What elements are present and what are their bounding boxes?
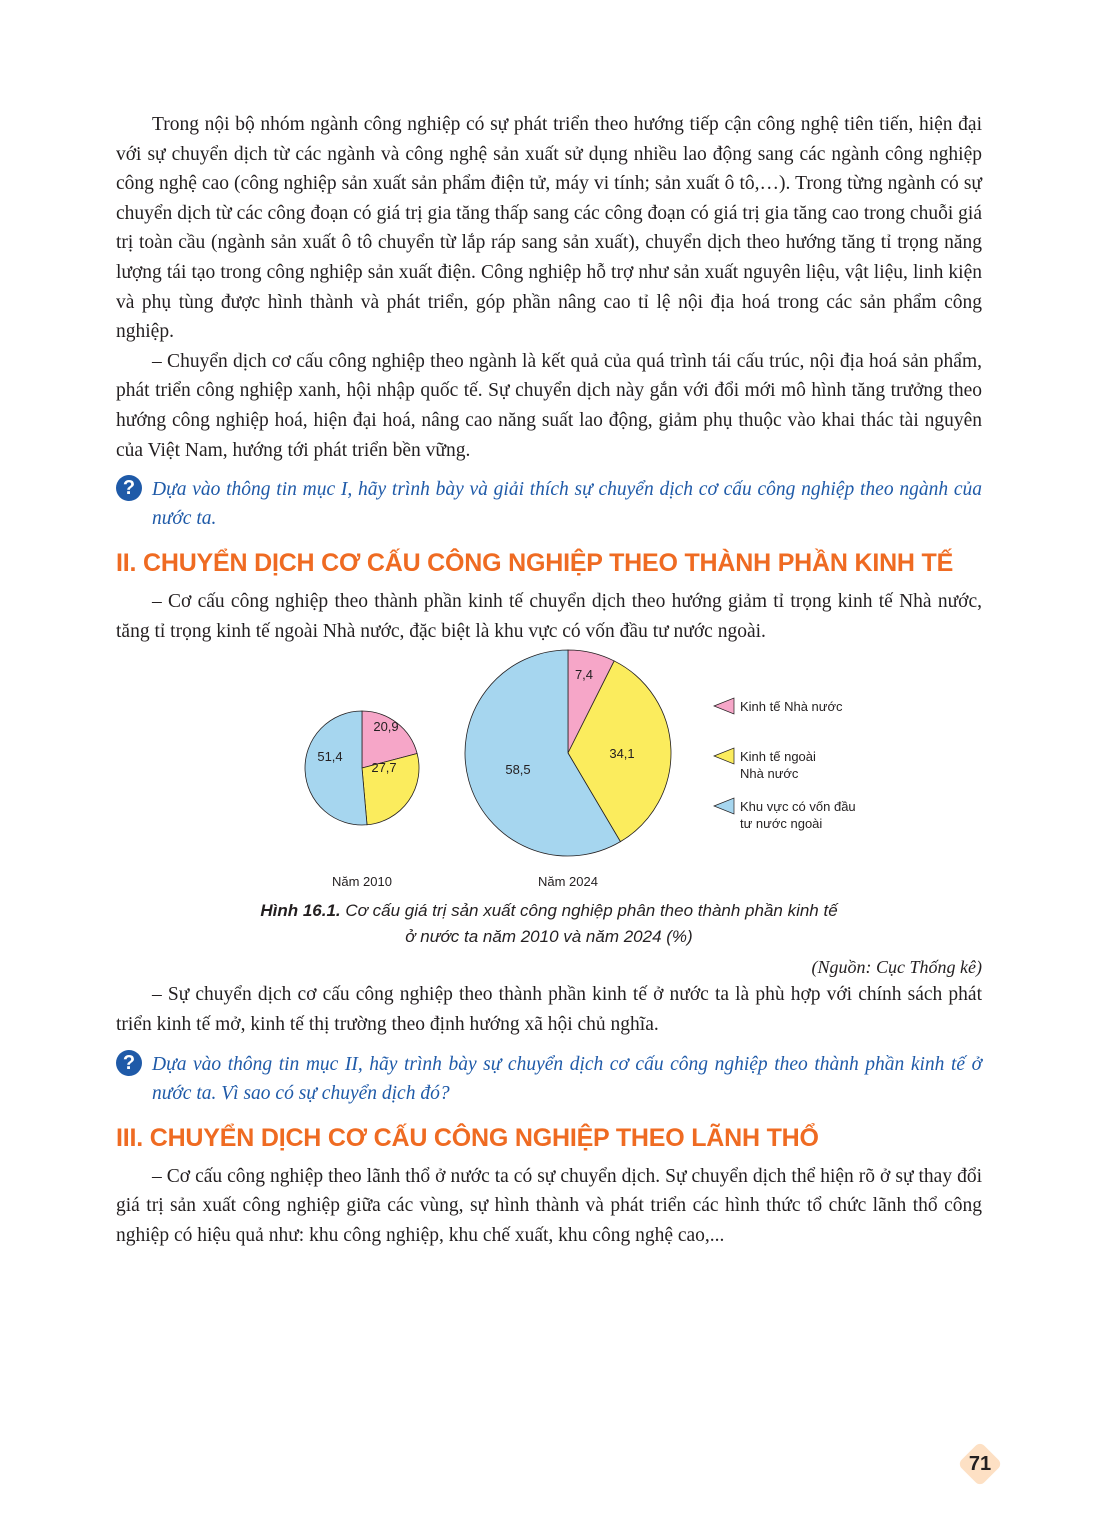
question-block-2: [116, 1050, 982, 1108]
pie-0-value-label-1: 27,7: [371, 760, 397, 776]
figure-caption-line1: Cơ cấu giá trị sản xuất công nghiệp phân theo thành phần kinh tế: [340, 901, 838, 921]
legend-marker-1: [714, 748, 734, 764]
pie-0-value-label-0: 20,9: [373, 719, 399, 735]
section-2-paragraph-2: – Sự chuyển dịch cơ cấu công nghiệp theo thành phần kinh tế ở nước ta là phù hợp với chính sách phát triển kinh tế mở, kinh tế thị trường theo định hướng xã hội chủ nghĩa.: [116, 984, 982, 1035]
pie-0-slice-2: [305, 711, 367, 825]
legend-marker-2: [714, 798, 734, 814]
pie-1-year-label: Năm 2024: [538, 874, 598, 890]
figure-caption-line2: ở nước ta năm 2010 và năm 2024 (%): [405, 927, 693, 947]
section-3-heading: III. CHUYỂN DỊCH CƠ CẤU CÔNG NGHIỆP THEO LÃNH THỔ: [116, 1123, 819, 1152]
pie-chart-figure: [116, 648, 982, 1008]
section-2-heading: II. CHUYỂN DỊCH CƠ CẤU CÔNG NGHIỆP THEO THÀNH PHẦN KINH TẾ: [116, 549, 954, 578]
question-text-1: Dựa vào thông tin mục I, hãy trình bày và giải thích sự chuyển dịch cơ cấu công nghiệp theo ngành của nước ta.: [152, 479, 982, 530]
pie-1-value-label-2: 58,5: [505, 762, 531, 778]
page-number-badge: [960, 1444, 1000, 1484]
legend-marker-0: [714, 698, 734, 714]
legend-label-1-0: Kinh tế ngoài: [740, 749, 816, 765]
legend-label-0-0: Kinh tế Nhà nước: [740, 699, 843, 715]
pie-0-value-label-2: 51,4: [317, 749, 343, 765]
legend-label-2-1: tư nước ngoài: [740, 816, 823, 832]
pie-1-value-label-1: 34,1: [609, 746, 635, 762]
question-mark-icon: ?: [116, 475, 142, 501]
pie-0-year-label: Năm 2010: [332, 874, 392, 890]
question-text-2: Dựa vào thông tin mục II, hãy trình bày sự chuyển dịch cơ cấu công nghiệp theo thành phần kinh tế ở nước ta. Vì sao có sự chuyển dịch đó?: [152, 1053, 982, 1104]
question-mark-icon: ?: [116, 1050, 142, 1076]
figure-caption-label: Hình 16.1.: [260, 901, 341, 921]
pie-1-value-label-0: 7,4: [574, 667, 594, 683]
question-block-1: [116, 475, 982, 533]
paragraph-2: – Chuyển dịch cơ cấu công nghiệp theo ngành là kết quả của quá trình tái cấu trúc, nội địa hoá sản phẩm, phát triển công nghiệp xanh, hội nhập quốc tế. Sự chuyển dịch này gắn với đổi mới mô hình tăng trưởng theo hướng công nghiệp hoá, hiện đại hoá, nâng cao năng suất lao động, giảm phụ thuộc vào khai thác tài nguyên của Việt Nam, hướng tới phát triển bền vững.: [116, 350, 982, 461]
figure-source: (Nguồn: Cục Thống kê): [811, 957, 982, 978]
legend-label-2-0: Khu vực có vốn đầu: [740, 799, 856, 815]
page-content: [116, 110, 982, 1250]
section-2-paragraph-1: – Cơ cấu công nghiệp theo thành phần kinh tế chuyển dịch theo hướng giảm tỉ trọng kinh tế Nhà nước, tăng tỉ trọng kinh tế ngoài Nhà nước, đặc biệt là khu vực có vốn đầu tư nước ngoài.: [116, 591, 982, 642]
page-number: 71: [968, 1453, 992, 1475]
pie-chart-svg: [116, 648, 982, 898]
section-3-paragraph-1: – Cơ cấu công nghiệp theo lãnh thổ ở nước ta có sự chuyển dịch. Sự chuyển dịch thể hiện rõ ở sự thay đổi giá trị sản xuất công nghiệp giữa các vùng, sự hình thành và phát triển các hình thức tổ chức lãnh thổ công nghiệp có hiệu quả như: khu công nghiệp, khu chế xuất, khu công nghệ cao,...: [116, 1165, 982, 1246]
legend-label-1-1: Nhà nước: [740, 766, 799, 782]
paragraph-1: Trong nội bộ nhóm ngành công nghiệp có sự phát triển theo hướng tiếp cận công nghệ tiên tiến, hiện đại với sự chuyển dịch từ các ngành và công nghệ sản xuất sử dụng nhiều lao động sang các ngành công nghiệp công nghệ cao (công nghiệp sản xuất sản phẩm điện tử, máy vi tính; sản xuất ô tô,…). Trong từng ngành có sự chuyển dịch từ các công đoạn có giá trị gia tăng thấp sang các công đoạn có giá trị gia tăng cao trong chuỗi giá trị toàn cầu (ngành sản xuất ô tô chuyển từ lắp ráp sang sản xuất), chuyển dịch theo hướng tăng tỉ trọng năng lượng tái tạo trong công nghiệp sản xuất điện. Công nghiệp hỗ trợ như sản xuất nguyên liệu, vật liệu, linh kiện và phụ tùng được hình thành và phát triển, góp phần nâng cao tỉ lệ nội địa hoá trong các sản phẩm công nghiệp.: [116, 114, 982, 343]
